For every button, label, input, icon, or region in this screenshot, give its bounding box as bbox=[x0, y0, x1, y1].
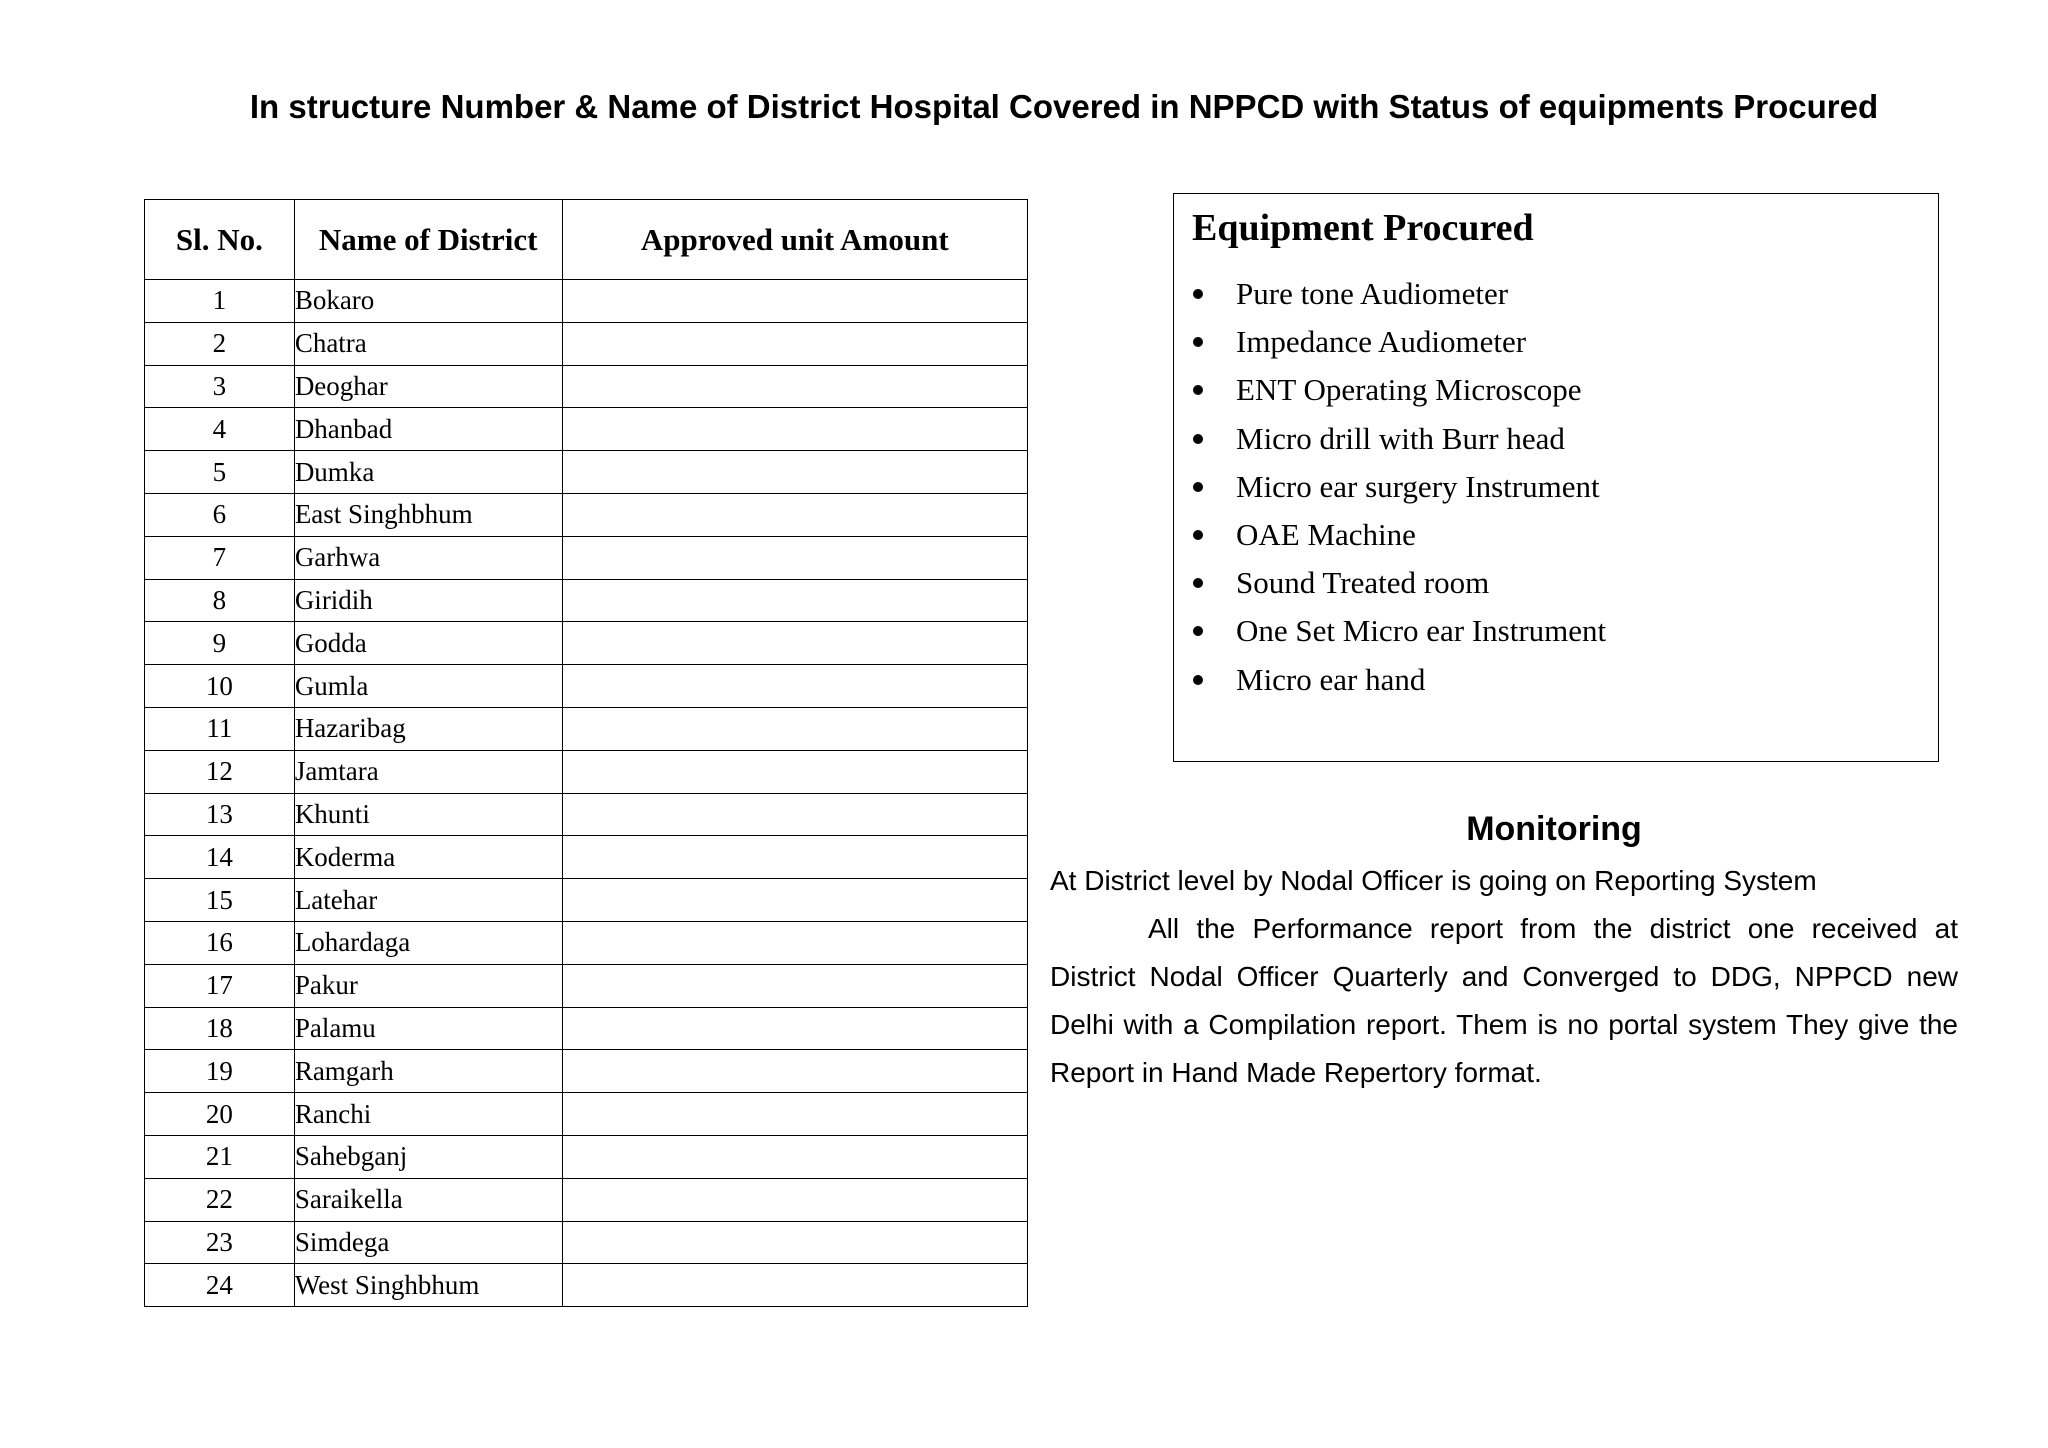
table-row bbox=[145, 750, 1028, 793]
header-name-of-district: Name of District bbox=[294, 200, 562, 280]
monitoring-line: At District level by Nodal Officer is going on Reporting System bbox=[1050, 865, 1817, 896]
cell-sl-no: 16 bbox=[145, 921, 295, 964]
district-table bbox=[144, 199, 1028, 1307]
cell-district-name: Hazaribag bbox=[294, 707, 562, 750]
cell-district-name: Bokaro bbox=[294, 280, 562, 323]
cell-sl-no: 9 bbox=[145, 622, 295, 665]
list-item bbox=[1174, 366, 1938, 414]
cell-approved-amount bbox=[562, 1264, 1027, 1307]
cell-approved-amount bbox=[562, 750, 1027, 793]
cell-approved-amount bbox=[562, 836, 1027, 879]
cell-sl-no: 7 bbox=[145, 536, 295, 579]
cell-district-name: East Singhbhum bbox=[294, 493, 562, 536]
cell-sl-no: 14 bbox=[145, 836, 295, 879]
table-row bbox=[145, 622, 1028, 665]
equipment-item-label: Micro ear surgery Instrument bbox=[1236, 468, 1600, 504]
list-item bbox=[1174, 559, 1938, 607]
list-item bbox=[1174, 607, 1938, 655]
table-row bbox=[145, 1264, 1028, 1307]
cell-approved-amount bbox=[562, 1050, 1027, 1093]
equipment-item-label: Micro ear hand bbox=[1236, 661, 1426, 697]
cell-district-name: Dhanbad bbox=[294, 408, 562, 451]
monitoring-section bbox=[1050, 805, 1958, 1097]
cell-sl-no: 18 bbox=[145, 1007, 295, 1050]
list-item bbox=[1174, 511, 1938, 559]
table-row bbox=[145, 1007, 1028, 1050]
cell-sl-no: 4 bbox=[145, 408, 295, 451]
equipment-item-label: OAE Machine bbox=[1236, 516, 1416, 552]
table-row bbox=[145, 493, 1028, 536]
cell-district-name: Gumla bbox=[294, 665, 562, 708]
cell-sl-no: 3 bbox=[145, 365, 295, 408]
equipment-item-label: Sound Treated room bbox=[1236, 565, 1490, 601]
cell-sl-no: 22 bbox=[145, 1178, 295, 1221]
table-row bbox=[145, 1050, 1028, 1093]
cell-approved-amount bbox=[562, 622, 1027, 665]
cell-approved-amount bbox=[562, 322, 1027, 365]
equipment-item-label: Impedance Audiometer bbox=[1236, 324, 1527, 360]
table-row bbox=[145, 280, 1028, 323]
cell-district-name: Dumka bbox=[294, 451, 562, 494]
equipment-item-label: Micro drill with Burr head bbox=[1236, 420, 1565, 456]
cell-approved-amount bbox=[562, 964, 1027, 1007]
table-row bbox=[145, 921, 1028, 964]
bullet-icon bbox=[1193, 482, 1203, 492]
cell-approved-amount bbox=[562, 493, 1027, 536]
cell-approved-amount bbox=[562, 1093, 1027, 1136]
cell-district-name: Koderma bbox=[294, 836, 562, 879]
table-row bbox=[145, 665, 1028, 708]
cell-approved-amount bbox=[562, 793, 1027, 836]
cell-district-name: Ramgarh bbox=[294, 1050, 562, 1093]
table-row bbox=[145, 1178, 1028, 1221]
cell-sl-no: 11 bbox=[145, 707, 295, 750]
cell-sl-no: 12 bbox=[145, 750, 295, 793]
bullet-icon bbox=[1193, 675, 1203, 685]
header-sl-no: Sl. No. bbox=[145, 200, 295, 280]
bullet-icon bbox=[1193, 626, 1203, 636]
cell-sl-no: 1 bbox=[145, 280, 295, 323]
cell-district-name: Godda bbox=[294, 622, 562, 665]
table-header-row bbox=[145, 200, 1028, 280]
list-item bbox=[1174, 270, 1938, 318]
cell-district-name: Pakur bbox=[294, 964, 562, 1007]
bullet-icon bbox=[1193, 289, 1203, 299]
bullet-icon bbox=[1193, 385, 1203, 395]
cell-district-name: Chatra bbox=[294, 322, 562, 365]
header-approved-unit-amount: Approved unit Amount bbox=[562, 200, 1027, 280]
cell-sl-no: 10 bbox=[145, 665, 295, 708]
table-row bbox=[145, 836, 1028, 879]
cell-district-name: West Singhbhum bbox=[294, 1264, 562, 1307]
cell-district-name: Deoghar bbox=[294, 365, 562, 408]
equipment-list bbox=[1174, 270, 1938, 704]
table-row bbox=[145, 408, 1028, 451]
cell-approved-amount bbox=[562, 579, 1027, 622]
cell-approved-amount bbox=[562, 451, 1027, 494]
equipment-procured-box bbox=[1173, 193, 1939, 762]
cell-district-name: Giridih bbox=[294, 579, 562, 622]
list-item bbox=[1174, 318, 1938, 366]
district-table-body bbox=[145, 280, 1028, 1307]
cell-approved-amount bbox=[562, 1178, 1027, 1221]
list-item bbox=[1174, 656, 1938, 704]
cell-approved-amount bbox=[562, 1221, 1027, 1264]
bullet-icon bbox=[1193, 530, 1203, 540]
bullet-icon bbox=[1193, 337, 1203, 347]
cell-sl-no: 2 bbox=[145, 322, 295, 365]
cell-district-name: Lohardaga bbox=[294, 921, 562, 964]
monitoring-title: Monitoring bbox=[1466, 810, 1642, 848]
table-row bbox=[145, 1221, 1028, 1264]
cell-approved-amount bbox=[562, 408, 1027, 451]
bullet-icon bbox=[1193, 434, 1203, 444]
cell-approved-amount bbox=[562, 536, 1027, 579]
cell-sl-no: 13 bbox=[145, 793, 295, 836]
equipment-item-label: Pure tone Audiometer bbox=[1236, 276, 1509, 311]
table-row bbox=[145, 793, 1028, 836]
cell-sl-no: 23 bbox=[145, 1221, 295, 1264]
equipment-procured-title: Equipment Procured bbox=[1192, 207, 1534, 249]
cell-sl-no: 6 bbox=[145, 493, 295, 536]
cell-district-name: Palamu bbox=[294, 1007, 562, 1050]
cell-sl-no: 24 bbox=[145, 1264, 295, 1307]
cell-sl-no: 20 bbox=[145, 1093, 295, 1136]
cell-sl-no: 8 bbox=[145, 579, 295, 622]
cell-approved-amount bbox=[562, 365, 1027, 408]
table-row bbox=[145, 1135, 1028, 1178]
list-item bbox=[1174, 463, 1938, 511]
monitoring-paragraph: All the Performance report from the district one received at District Nodal Officer Quarterly and Converged to DDG, NPPCD new Delhi with a Compilation report. Them is no portal system They give the Report in Hand Made Repertory format. bbox=[1050, 913, 1958, 1088]
cell-sl-no: 19 bbox=[145, 1050, 295, 1093]
cell-district-name: Latehar bbox=[294, 879, 562, 922]
bullet-icon bbox=[1193, 578, 1203, 588]
table-row bbox=[145, 365, 1028, 408]
cell-district-name: Saraikella bbox=[294, 1178, 562, 1221]
table-row bbox=[145, 451, 1028, 494]
cell-approved-amount bbox=[562, 707, 1027, 750]
cell-district-name: Simdega bbox=[294, 1221, 562, 1264]
table-row bbox=[145, 1093, 1028, 1136]
page-title: In structure Number & Name of District Hospital Covered in NPPCD with Status of equipments Procured bbox=[249, 88, 1879, 125]
cell-sl-no: 21 bbox=[145, 1135, 295, 1178]
cell-district-name: Ranchi bbox=[294, 1093, 562, 1136]
cell-approved-amount bbox=[562, 280, 1027, 323]
cell-district-name: Jamtara bbox=[294, 750, 562, 793]
cell-approved-amount bbox=[562, 665, 1027, 708]
cell-approved-amount bbox=[562, 1007, 1027, 1050]
list-item bbox=[1174, 415, 1938, 463]
equipment-item-label: One Set Micro ear Instrument bbox=[1236, 613, 1607, 649]
cell-approved-amount bbox=[562, 879, 1027, 922]
cell-approved-amount bbox=[562, 1135, 1027, 1178]
table-row bbox=[145, 579, 1028, 622]
table-row bbox=[145, 964, 1028, 1007]
table-row bbox=[145, 536, 1028, 579]
cell-sl-no: 15 bbox=[145, 879, 295, 922]
cell-approved-amount bbox=[562, 921, 1027, 964]
cell-district-name: Khunti bbox=[294, 793, 562, 836]
cell-sl-no: 17 bbox=[145, 964, 295, 1007]
cell-sl-no: 5 bbox=[145, 451, 295, 494]
table-row bbox=[145, 879, 1028, 922]
cell-district-name: Sahebganj bbox=[294, 1135, 562, 1178]
table-row bbox=[145, 322, 1028, 365]
table-row bbox=[145, 707, 1028, 750]
cell-district-name: Garhwa bbox=[294, 536, 562, 579]
equipment-item-label: ENT Operating Microscope bbox=[1236, 372, 1582, 408]
